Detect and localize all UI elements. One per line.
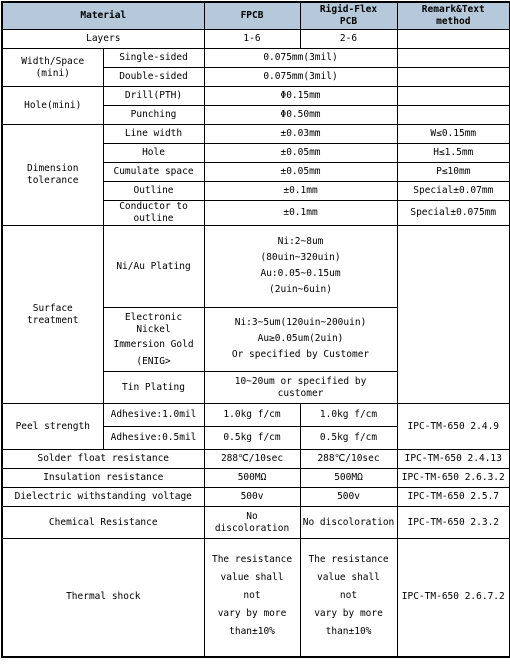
layers-label: Layers (2, 30, 204, 49)
single-sided-remark (397, 49, 510, 68)
dielectric-fpcb: 500v (204, 488, 300, 507)
insulation-fpcb: 500MΩ (204, 469, 300, 488)
solder-label: Solder float resistance (2, 450, 204, 469)
dim-line-width-remark: W≤0.15mm (397, 125, 510, 144)
solder-rigid: 288℃/10sec (300, 450, 397, 469)
chemical-label: Chemical Resistance (2, 507, 204, 539)
dim-conductor-value: ±0.1mm (204, 201, 397, 226)
peel-adhesive-1-rigid: 1.0kg f/cm (300, 404, 397, 427)
table-row-chemical (2, 507, 510, 539)
peel-adhesive-1-label: Adhesive:1.0mil (103, 404, 204, 427)
thermal-remark: IPC-TM-650 2.6.7.2 (397, 539, 510, 657)
layers-rigid: 2-6 (300, 30, 397, 49)
dim-conductor-label: Conductor to outline (103, 201, 204, 226)
table-row-thermal (2, 539, 510, 657)
peel-adhesive-2-rigid: 0.5kg f/cm (300, 427, 397, 450)
dielectric-label: Dielectric withstanding voltage (2, 488, 204, 507)
width-space-label: Width/Space (mini) (2, 49, 103, 87)
double-sided-label: Double-sided (103, 68, 204, 87)
header-row (2, 2, 510, 30)
niau-label: Ni/Au Plating (103, 226, 204, 308)
dim-outline-value: ±0.1mm (204, 182, 397, 201)
table-row-solder (2, 450, 510, 469)
dim-cumulate-value: ±0.05mm (204, 163, 397, 182)
dim-outline-remark: Special±0.07mm (397, 182, 510, 201)
thermal-label: Thermal shock (2, 539, 204, 657)
drill-value: Φ0.15mm (204, 87, 397, 106)
surface-remark (397, 226, 510, 404)
table-row-dielectric (2, 488, 510, 507)
dim-cumulate-remark: P≤10mm (397, 163, 510, 182)
tin-value: 10~20um or specified by customer (204, 372, 397, 404)
table-row-surface-niau (2, 226, 510, 308)
thermal-rigid: The resistance value shall not vary by more than±10% (300, 539, 397, 657)
tin-label: Tin Plating (103, 372, 204, 404)
hole-label: Hole(mini) (2, 87, 103, 125)
dielectric-remark: IPC-TM-650 2.5.7 (397, 488, 510, 507)
layers-remark (397, 30, 510, 49)
dim-hole-label: Hole (103, 144, 204, 163)
drill-remark (397, 87, 510, 106)
single-sided-label: Single-sided (103, 49, 204, 68)
punching-value: Φ0.50mm (204, 106, 397, 125)
header-rigid-flex: Rigid-Flex PCB (300, 2, 397, 30)
surface-label: Surface treatment (2, 226, 103, 404)
dim-conductor-remark: Special±0.075mm (397, 201, 510, 226)
table-row-layers (2, 30, 510, 49)
insulation-rigid: 500MΩ (300, 469, 397, 488)
peel-adhesive-2-label: Adhesive:0.5mil (103, 427, 204, 450)
chemical-remark: IPC-TM-650 2.3.2 (397, 507, 510, 539)
dimension-label: Dimension tolerance (2, 125, 103, 226)
header-fpcb: FPCB (204, 2, 300, 30)
enig-label: Electronic Nickel Immersion Gold (ENIG> (103, 308, 204, 372)
table-row-insulation (2, 469, 510, 488)
dim-cumulate-label: Cumulate space (103, 163, 204, 182)
dim-hole-remark: H≤1.5mm (397, 144, 510, 163)
insulation-label: Insulation resistance (2, 469, 204, 488)
dim-line-width-value: ±0.03mm (204, 125, 397, 144)
dielectric-rigid: 500v (300, 488, 397, 507)
table-row-dim-line-width (2, 125, 510, 144)
thermal-fpcb: The resistance value shall not vary by more than±10% (204, 539, 300, 657)
peel-remark: IPC-TM-650 2.4.9 (397, 404, 510, 450)
solder-fpcb: 288℃/10sec (204, 450, 300, 469)
insulation-remark: IPC-TM-650 2.6.3.2 (397, 469, 510, 488)
header-material: Material (2, 2, 204, 30)
chemical-rigid: No discoloration (300, 507, 397, 539)
dim-outline-label: Outline (103, 182, 204, 201)
chemical-fpcb: No discoloration (204, 507, 300, 539)
spec-table (1, 1, 510, 658)
table-row-peel-1 (2, 404, 510, 427)
single-sided-value: 0.075mm(3mil) (204, 49, 397, 68)
dim-hole-value: ±0.05mm (204, 144, 397, 163)
enig-value: Ni:3~5um(120uin~200uin) Au≥0.05um(2uin) Or specified by Customer (204, 308, 397, 372)
drill-label: Drill(PTH) (103, 87, 204, 106)
double-sided-value: 0.075mm(3mil) (204, 68, 397, 87)
punching-remark (397, 106, 510, 125)
double-sided-remark (397, 68, 510, 87)
niau-value: Ni:2~8um (80uin~320uin) Au:0.05~0.15um (2uin~6uin) (204, 226, 397, 308)
punching-label: Punching (103, 106, 204, 125)
table-row-width-single (2, 49, 510, 68)
peel-adhesive-2-fpcb: 0.5kg f/cm (204, 427, 300, 450)
peel-adhesive-1-fpcb: 1.0kg f/cm (204, 404, 300, 427)
solder-remark: IPC-TM-650 2.4.13 (397, 450, 510, 469)
dim-line-width-label: Line width (103, 125, 204, 144)
peel-label: Peel strength (2, 404, 103, 450)
header-remark: Remark&Text method (397, 2, 510, 30)
table-row-hole-drill (2, 87, 510, 106)
layers-fpcb: 1-6 (204, 30, 300, 49)
